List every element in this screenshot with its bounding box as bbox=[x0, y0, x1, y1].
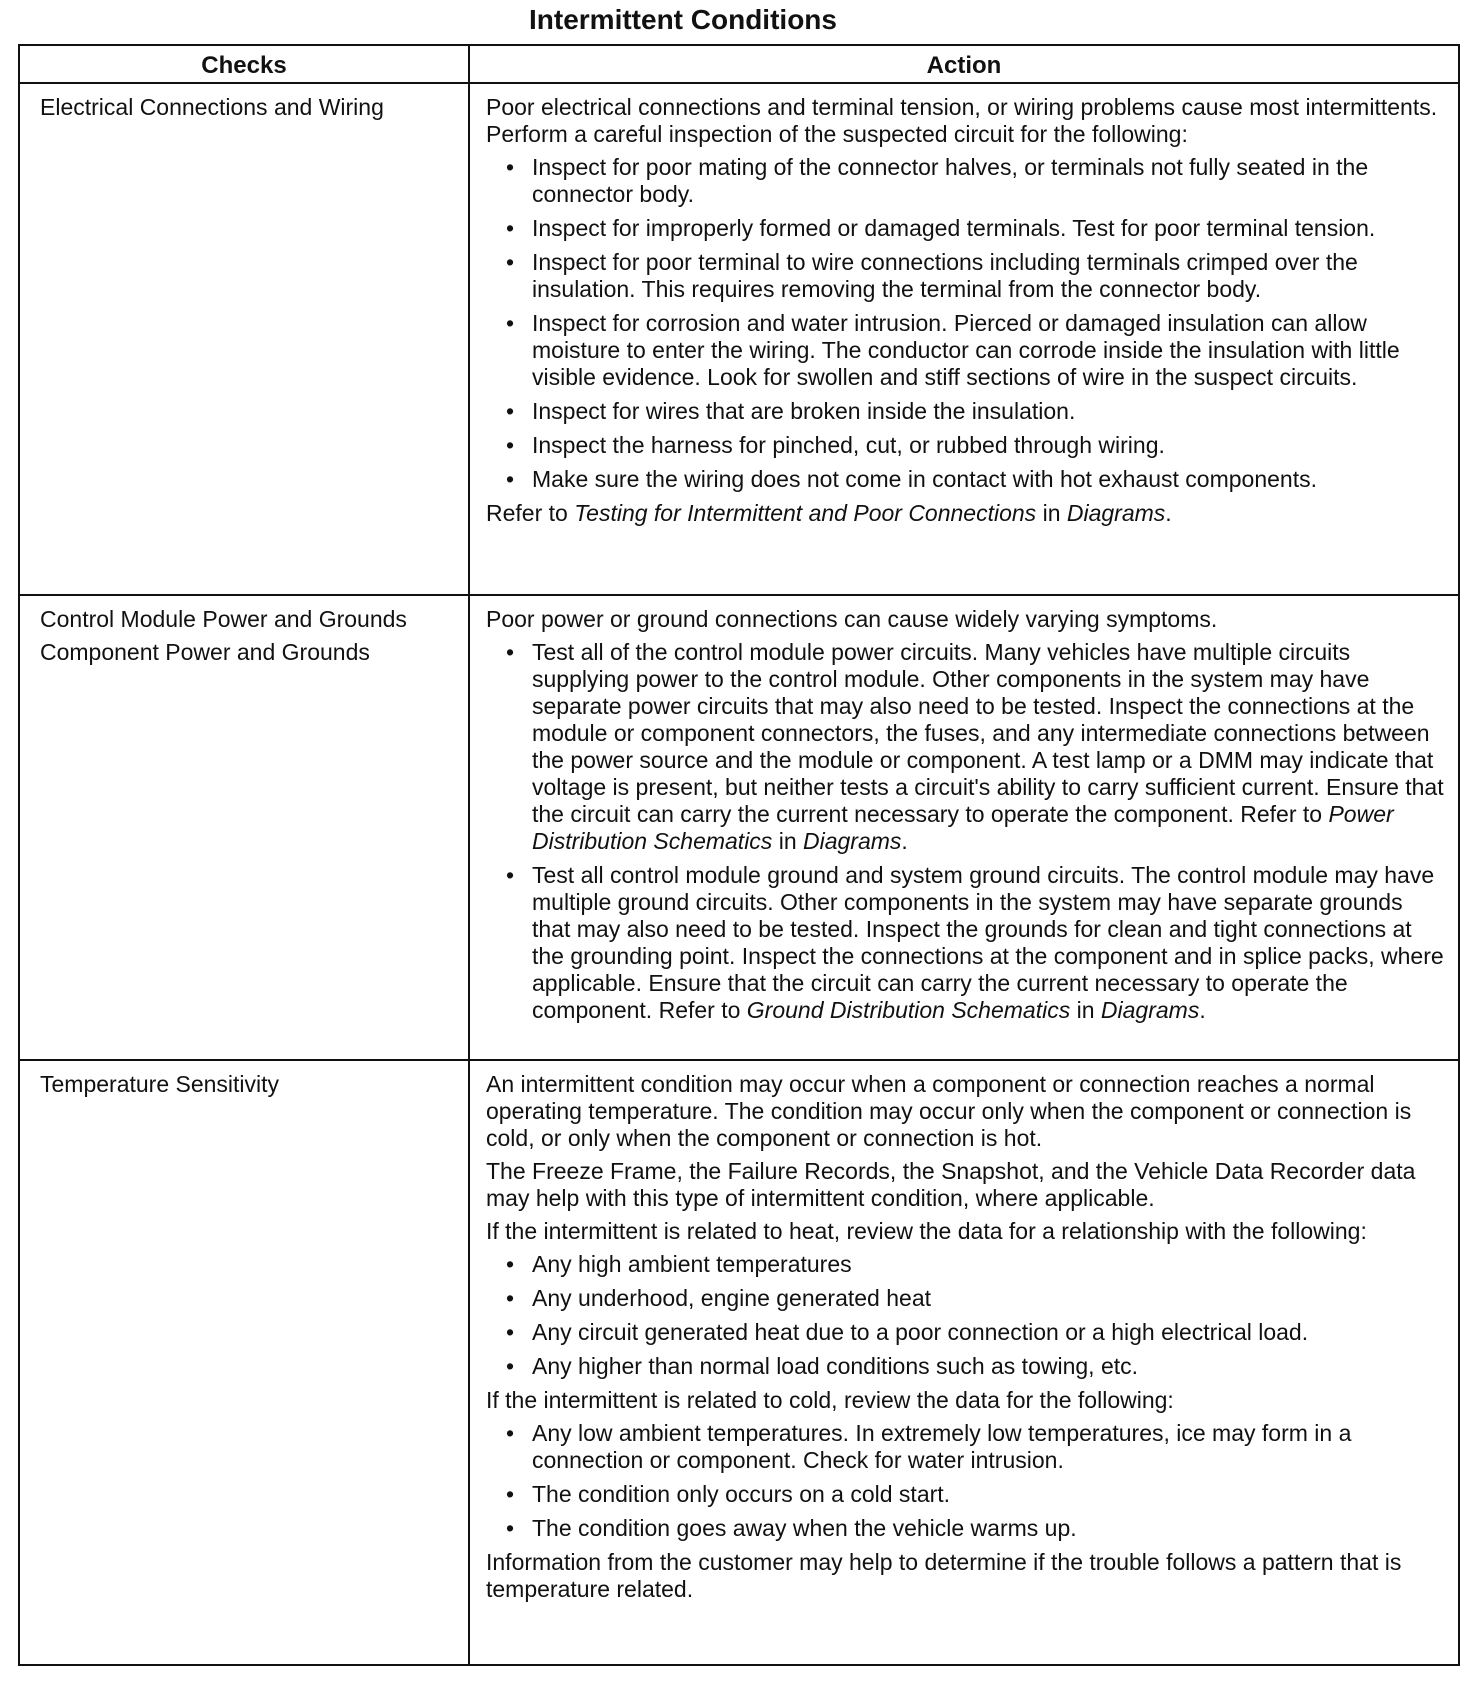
reference-note bbox=[486, 500, 1444, 527]
intermittent-conditions-table bbox=[18, 44, 1460, 1666]
bullet-icon: • bbox=[506, 466, 515, 492]
list-item-text: Inspect for corrosion and water intrusion. Pierced or damaged insulation can allow moisture to enter the wiring. The conductor can corrode inside the insulation with little visible evidence. Look for swollen and stiff sections of wire in the suspect circuits. bbox=[532, 310, 1400, 390]
check-cell bbox=[19, 1060, 469, 1665]
table-row bbox=[19, 83, 1459, 595]
list-item-text: Make sure the wiring does not come in contact with hot exhaust components. bbox=[532, 466, 1317, 492]
list-item-text: Any higher than normal load conditions such as towing, etc. bbox=[532, 1353, 1139, 1379]
ref-section: Diagrams bbox=[1100, 997, 1200, 1023]
heat-intro: If the intermittent is related to heat, review the data for a relationship with the following: bbox=[486, 1218, 1367, 1244]
ref-suffix: . bbox=[901, 828, 908, 854]
list-item bbox=[506, 154, 1444, 208]
ref-mid: in bbox=[1070, 997, 1101, 1023]
list-item bbox=[506, 862, 1444, 1024]
ref-mid: in bbox=[772, 828, 803, 854]
list-item bbox=[506, 1251, 1444, 1278]
list-item-text: Test all control module ground and system ground circuits. The control module may have multiple ground circuits. Other components in the system may have separate grounds that may also need to be tested. Inspect the grounds for clean and tight connections at the grounding point. Inspect the connections at the component and in splice packs, where applicable. Ensure that the circuit can carry the current necessary to operate the component. Refer to bbox=[532, 862, 1444, 1023]
list-item bbox=[506, 310, 1444, 391]
list-item bbox=[506, 432, 1444, 459]
bullet-icon: • bbox=[506, 154, 515, 180]
check-label: Control Module Power and Grounds bbox=[40, 606, 407, 632]
ref-document: Testing for Intermittent and Poor Connections bbox=[574, 500, 1037, 526]
check-label: Electrical Connections and Wiring bbox=[40, 94, 384, 120]
list-item-text: Inspect the harness for pinched, cut, or rubbed through wiring. bbox=[532, 432, 1165, 458]
bullet-icon: • bbox=[506, 1515, 515, 1541]
list-item bbox=[506, 398, 1444, 425]
table-row bbox=[19, 1060, 1459, 1665]
list-item-text: Inspect for improperly formed or damaged terminals. Test for poor terminal tension. bbox=[532, 215, 1376, 241]
action-paragraph: The Freeze Frame, the Failure Records, the Snapshot, and the Vehicle Data Recorder data may help with this type of intermittent condition, where applicable. bbox=[486, 1158, 1416, 1211]
list-item bbox=[506, 466, 1444, 493]
header-action: Action bbox=[469, 45, 1459, 83]
bullet-icon: • bbox=[506, 1481, 515, 1507]
action-cell bbox=[469, 83, 1459, 595]
bullet-icon: • bbox=[506, 1319, 515, 1345]
bullet-icon: • bbox=[506, 310, 515, 336]
action-outro: Information from the customer may help to determine if the trouble follows a pattern that is temperature related. bbox=[486, 1549, 1402, 1602]
bullet-icon: • bbox=[506, 862, 515, 888]
cold-intro: If the intermittent is related to cold, review the data for the following: bbox=[486, 1387, 1174, 1413]
bullet-icon: • bbox=[506, 249, 515, 275]
table-header-row bbox=[19, 45, 1459, 83]
list-item-text: Test all of the control module power circuits. Many vehicles have multiple circuits supplying power to the control module. Other components in the system may have separate power circuits that may also need to be tested. Inspect the connections at the module or component connectors, the fuses, and any intermediate connections between the power source and the module or component. A test lamp or a DMM may indicate that voltage is present, but neither tests a circuit's ability to carry sufficient current. Ensure that the circuit can carry the current necessary to operate the component. Refer to bbox=[532, 639, 1444, 827]
list-item-text: Inspect for poor mating of the connector halves, or terminals not fully seated in the connector body. bbox=[532, 154, 1369, 207]
ref-section: Diagrams bbox=[803, 828, 902, 854]
heat-bullet-list bbox=[486, 1251, 1444, 1380]
cold-bullet-list bbox=[486, 1420, 1444, 1542]
action-intro: Poor power or ground connections can cause widely varying symptoms. bbox=[486, 606, 1218, 632]
ref-section: Diagrams bbox=[1066, 500, 1166, 526]
list-item bbox=[506, 1515, 1444, 1542]
ref-document: Ground Distribution Schematics bbox=[746, 997, 1071, 1023]
bullet-icon: • bbox=[506, 398, 515, 424]
list-item-text: The condition goes away when the vehicle warms up. bbox=[532, 1515, 1077, 1541]
action-paragraph: An intermittent condition may occur when a component or connection reaches a normal operating temperature. The condition may occur only when the component or connection is cold, or only when the component or connection is hot. bbox=[486, 1071, 1412, 1151]
list-item bbox=[506, 1481, 1444, 1508]
action-cell bbox=[469, 595, 1459, 1060]
list-item-text: The condition only occurs on a cold start. bbox=[532, 1481, 951, 1507]
bullet-icon: • bbox=[506, 1353, 515, 1379]
header-checks: Checks bbox=[19, 45, 469, 83]
table-row bbox=[19, 595, 1459, 1060]
action-bullet-list bbox=[486, 154, 1444, 493]
bullet-icon: • bbox=[506, 1285, 515, 1311]
list-item-text: Any underhood, engine generated heat bbox=[532, 1285, 931, 1311]
ref-document: Power Distribution Schematics bbox=[532, 801, 1394, 854]
list-item bbox=[506, 1353, 1444, 1380]
list-item bbox=[506, 215, 1444, 242]
check-label: Temperature Sensitivity bbox=[40, 1071, 280, 1097]
ref-prefix: Refer to bbox=[486, 500, 575, 526]
list-item-text: Any circuit generated heat due to a poor connection or a high electrical load. bbox=[532, 1319, 1309, 1345]
list-item-text: Any low ambient temperatures. In extremely low temperatures, ice may form in a connection or component. Check for water intrusion. bbox=[532, 1420, 1352, 1473]
check-cell bbox=[19, 83, 469, 595]
page-title: Intermittent Conditions bbox=[529, 4, 837, 35]
bullet-icon: • bbox=[506, 639, 515, 665]
list-item-text: Inspect for wires that are broken inside the insulation. bbox=[532, 398, 1076, 424]
list-item bbox=[506, 1285, 1444, 1312]
list-item-text: Inspect for poor terminal to wire connections including terminals crimped over the insulation. This requires removing the terminal from the connector body. bbox=[532, 249, 1358, 302]
bullet-icon: • bbox=[506, 432, 515, 458]
ref-suffix: . bbox=[1165, 500, 1172, 526]
check-cell bbox=[19, 595, 469, 1060]
list-item bbox=[506, 249, 1444, 303]
action-bullet-list bbox=[486, 639, 1444, 1024]
ref-mid: in bbox=[1036, 500, 1067, 526]
bullet-icon: • bbox=[506, 215, 515, 241]
bullet-icon: • bbox=[506, 1420, 515, 1446]
list-item bbox=[506, 1319, 1444, 1346]
action-cell bbox=[469, 1060, 1459, 1665]
bullet-icon: • bbox=[506, 1251, 515, 1277]
ref-suffix: . bbox=[1199, 997, 1206, 1023]
action-intro: Poor electrical connections and terminal tension, or wiring problems cause most intermittents. Perform a careful inspection of the suspected circuit for the following: bbox=[486, 94, 1438, 147]
list-item bbox=[506, 1420, 1444, 1474]
check-label: Component Power and Grounds bbox=[40, 639, 370, 665]
list-item bbox=[506, 639, 1444, 855]
list-item-text: Any high ambient temperatures bbox=[532, 1251, 852, 1277]
